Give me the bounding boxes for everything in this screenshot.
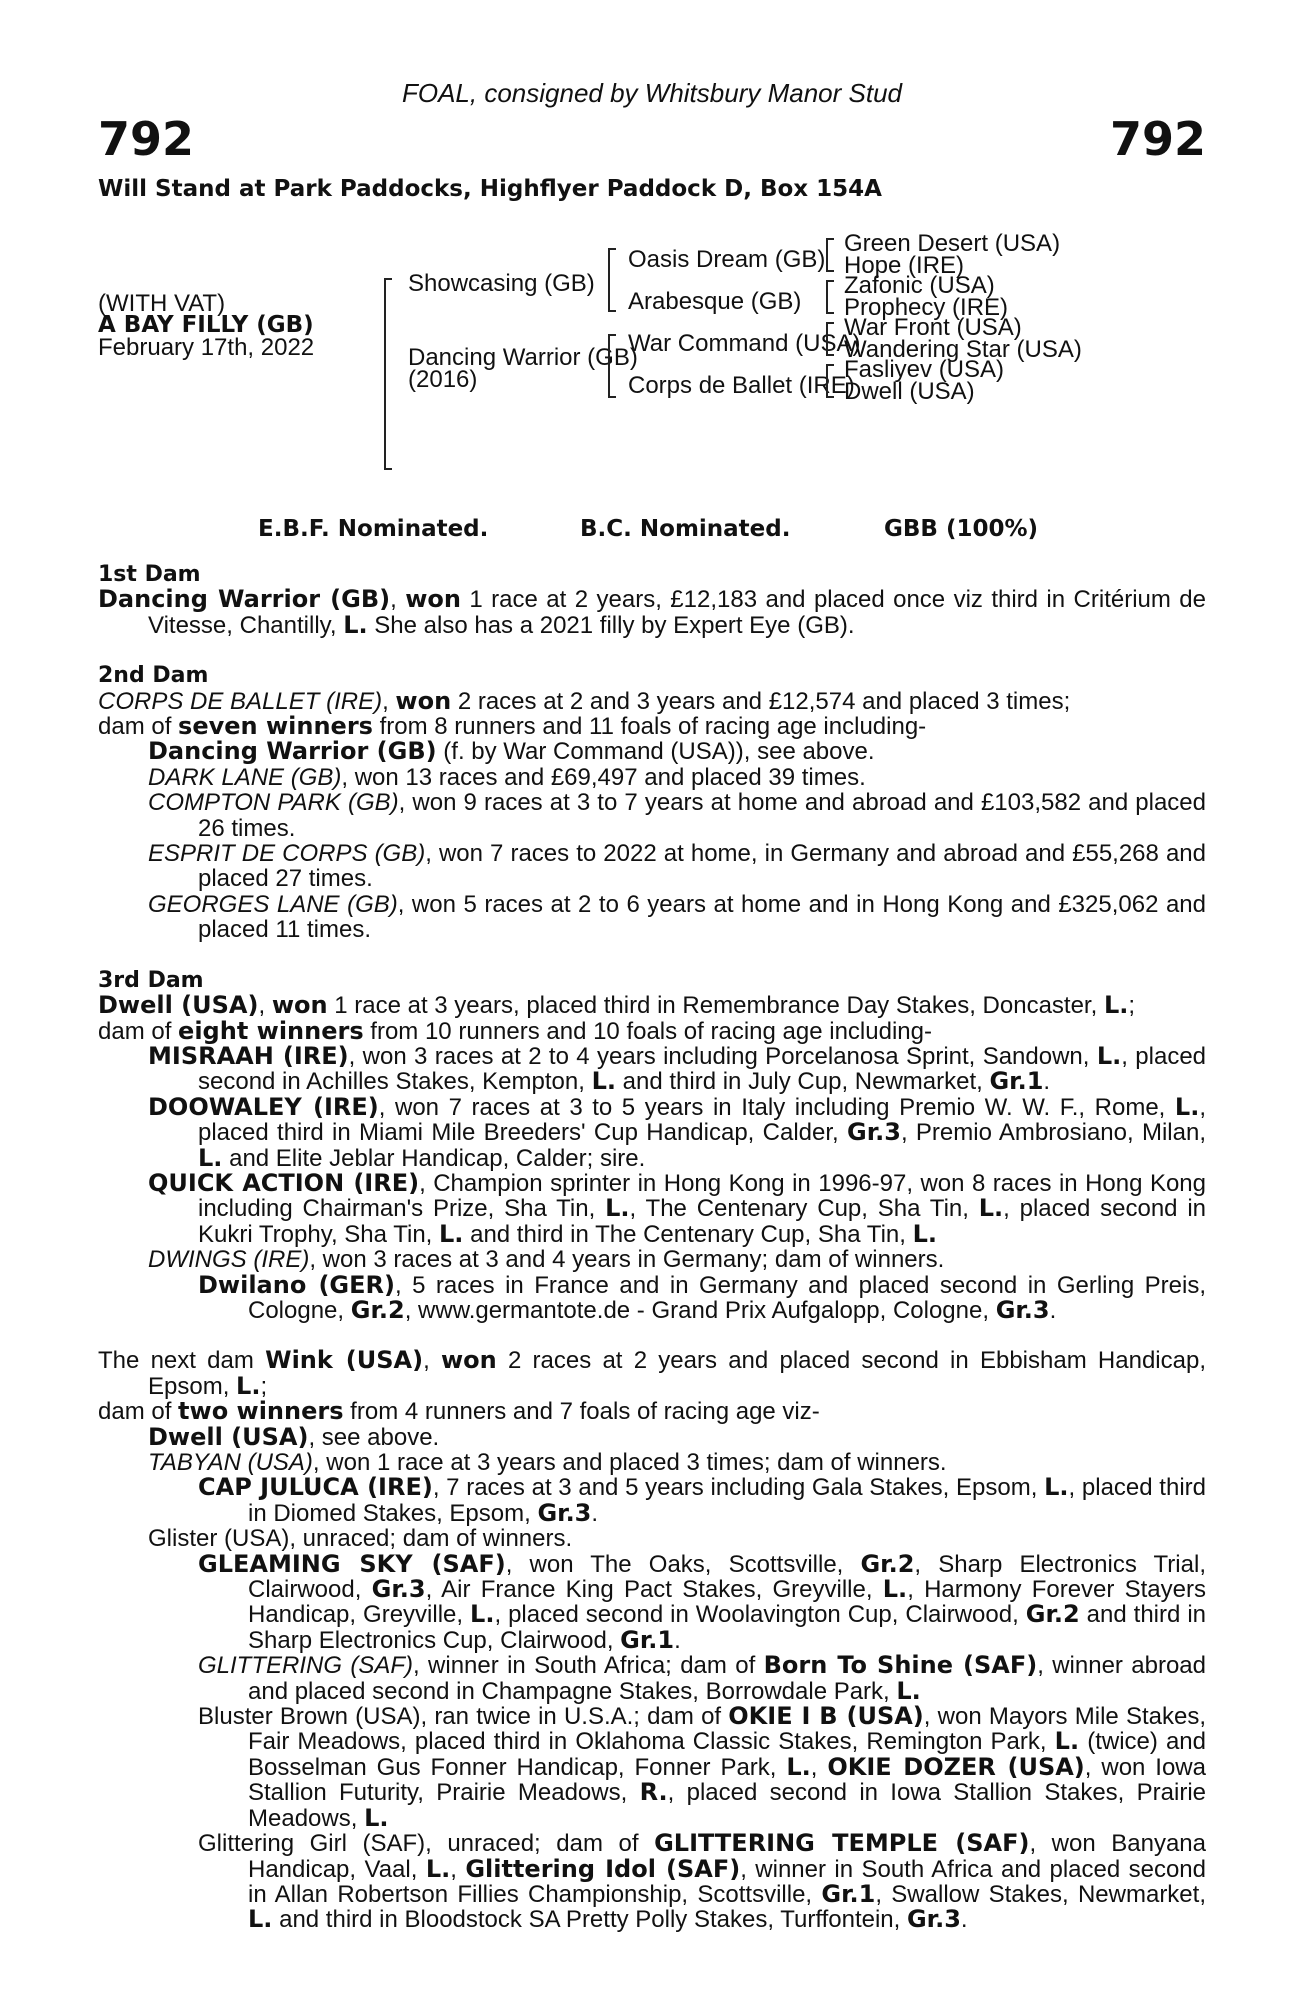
listed-mark: L. [1044,1473,1069,1502]
listed-mark: L. [343,610,368,639]
won-label: won [440,1346,497,1375]
dam-name: Dwell (USA) [98,991,259,1020]
listed-mark: L. [896,1676,921,1705]
punct: , [450,1855,466,1883]
produce-text: , placed third in Miami Mile Breeders' Cup Handicap, Calder, [198,1093,1207,1147]
produce-text: , winner in South Africa and placed second in Allan Robertson Fillies Championship, Scottsville, [248,1855,1206,1908]
produce-entry [98,892,1206,943]
produce-text: , placed second in Achilles Stakes, Kempton, [198,1042,1207,1096]
dam-text: 2 races at 2 years and placed second in Ebbisham Handicap, Epsom, [148,1347,1206,1400]
produce-name: GEORGES LANE (GB) [148,890,398,918]
listed-mark: L. [1054,1727,1080,1756]
granddam-line-3: Zafonic (USA) [844,272,995,299]
produce-text: , Air France King Pact Stakes, Greyville, [425,1576,883,1604]
lot-number-left: 792 [98,112,195,166]
produce-name: GLITTERING (SAF) [198,1652,414,1680]
produce-text: , won 5 races at 2 to 6 years at home and in Hong Kong and £325,062 and placed 11 times. [198,890,1206,944]
dam-of-label: dam of [98,1398,179,1426]
listed-mark: L. [786,1752,811,1781]
dam-name: Dancing Warrior (GB) [98,585,391,614]
dam-text: She also has a 2021 filly by Expert Eye (GB). [367,611,855,639]
produce-text: , won 3 races at 2 to 4 years including Porcelanosa Sprint, Sandown, [348,1042,1097,1070]
listed-mark: L. [236,1371,261,1400]
runners-text: from 8 runners and 11 foals of racing age including- [372,713,927,741]
dam-text: 1 race at 3 years, placed third in Remembrance Day Stakes, Doncaster, [327,992,1104,1020]
punct: . [1043,1068,1051,1096]
granddam-line-6: Wandering Star (USA) [844,336,1082,363]
produce-text: , see above. [308,1423,440,1451]
produce-name: Born To Shine (SAF) [763,1651,1038,1680]
produce-entry [98,1092,1207,1172]
grand-produce-entry [98,1270,1207,1324]
produce-text: , Premio Ambrosiano, Milan, [900,1119,1206,1147]
produce-text: , won 1 race at 3 years and placed 3 times; dam of winners. [312,1449,947,1476]
group-mark: Gr.3 [906,1905,961,1934]
won-label: won [271,991,328,1020]
produce-text: , Harmony Forever Stayers Handicap, Greyville, [248,1576,1206,1629]
sire-dam: Arabesque (GB) [628,288,802,315]
next-dam-paragraph: The next dam Wink (USA), won 2 races at 2 years and placed second in Ebbisham Handicap, Epsom, L.; [98,1346,1206,1400]
granddam-line-8: Dwell (USA) [844,378,975,405]
winners-count: two winners [178,1397,344,1426]
grand-produce-entry [98,1653,1206,1704]
produce-text: , placed second in Woolavington Cup, Clairwood, [494,1601,1026,1629]
produce-entry [98,1526,1206,1551]
brace-g2 [826,280,838,314]
produce-entry [98,1450,1206,1475]
produce-text: , placed second in Kukri Trophy, Sha Tin, [198,1195,1206,1248]
group-mark: Gr.2 [860,1549,915,1578]
produce-entry [98,1041,1207,1096]
produce-name: CAP JULUCA (IRE) [198,1473,433,1502]
punct: ; [1128,992,1136,1020]
punct: ; [260,1372,268,1400]
dam: Dancing Warrior (GB) [408,344,638,371]
produce-entry [98,1422,1206,1451]
punct: . [1049,1296,1057,1324]
grand-produce-entry [98,1704,1206,1831]
produce-text: and third in The Centenary Cup, Sha Tin, [463,1220,913,1248]
produce-text: , won 7 races to 2022 at home, in Germany and abroad and £55,268 and placed 27 times. [198,840,1206,893]
group-mark: Gr.3 [537,1498,592,1527]
consignor-line: FOAL, consigned by Whitsbury Manor Stud [401,78,902,108]
produce-text: , won 9 races at 3 to 7 years at home and abroad and £103,582 and placed 26 times. [198,789,1207,842]
produce-text: , The Centenary Cup, Sha Tin, [629,1195,979,1223]
produce-name: MISRAAH (IRE) [148,1041,349,1070]
produce-name: Dwell (USA) [148,1422,309,1451]
dam-of-label: dam of [98,1017,179,1045]
dam-of-label: dam of [98,713,179,741]
produce-text: , www.germantote.de - Grand Prix Aufgalopp, Cologne, [404,1296,996,1324]
catalogue-page [98,78,1206,1978]
produce-text: , won 13 races and £69,497 and placed 39 times. [341,763,866,791]
group-mark: Gr.3 [371,1575,426,1604]
vat-note: (WITH VAT) [98,290,226,317]
grand-produce-entry [98,1549,1206,1654]
produce-text: and third in Sharp Electronics Cup, Clairwood, [248,1601,1206,1654]
produce-text: , placed second in Iowa Stallion Stakes, Prairie Meadows, [248,1779,1207,1832]
group-mark: Gr.3 [847,1118,901,1147]
produce-name: OKIE I B (USA) [728,1702,924,1731]
produce-summary [98,1399,1206,1424]
bc-nominated: B.C. Nominated. [580,516,791,542]
produce-text: (f. by War Command (USA)), see above. [436,738,875,766]
produce-text: , Sharp Electronics Trial, Clairwood, [248,1550,1206,1604]
group-mark: Gr.1 [620,1625,675,1654]
listed-mark: L. [1174,1092,1200,1121]
grand-produce-entry [98,1475,1206,1526]
dam-dam: Corps de Ballet (IRE) [628,372,855,399]
produce-name: ESPRIT DE CORPS (GB) [148,840,426,868]
listed-mark: L. [591,1067,616,1096]
produce-name: COMPTON PARK (GB) [148,789,399,817]
listed-mark: L. [198,1143,223,1172]
won-label: won [395,686,452,715]
sire: Showcasing (GB) [408,270,595,297]
runners-text: from 4 runners and 7 foals of racing age viz- [343,1398,820,1426]
dam-name: Wink (USA) [265,1346,424,1375]
produce-entry [98,790,1206,841]
next-dam-lead: The next dam [98,1347,266,1375]
second-dam-title: 2nd Dam [98,663,209,689]
lot-number-right: 792 [1109,112,1206,166]
granddam-line-1: Green Desert (USA) [844,230,1061,257]
listed-mark: L. [882,1575,908,1604]
produce-text: , won 7 races at 3 to 5 years in Italy including Premio W. W. F., Rome, [378,1093,1175,1121]
foaling-date: February 17th, 2022 [98,334,315,361]
listed-mark: L. [605,1194,630,1223]
produce-text: , winner abroad and placed second in Champagne Stakes, Borrowdale Park, [248,1652,1207,1705]
produce-name: DOOWALEY (IRE) [148,1092,379,1121]
produce-name: DWINGS (IRE) [148,1246,310,1274]
restricted-mark: R. [639,1778,668,1807]
produce-text: Bluster Brown (USA), ran twice in U.S.A.; dam of [198,1703,729,1731]
produce-summary [98,714,1206,739]
group-mark: Gr.1 [989,1067,1044,1096]
brace-dam [608,334,620,398]
punct: . [960,1906,968,1934]
stand-location: Will Stand at Park Paddocks, Highflyer Paddock D, Box 154A [98,176,882,202]
runners-text: from 10 runners and 10 foals of racing age including- [363,1017,932,1045]
second-dam-paragraph: CORPS DE BALLET (IRE), won 2 races at 2 and 3 years and £12,574 and placed 3 times; [98,686,1071,715]
dam-text: 1 race at 2 years, £12,183 and placed once viz third in Critérium de Vitesse, Chantilly, [148,586,1206,639]
produce-entry [98,765,1206,790]
produce-name: DARK LANE (GB) [148,763,342,791]
listed-mark: L. [912,1219,937,1248]
horse-name: A BAY FILLY (GB) [98,312,314,338]
dam-sire: War Command (USA) [628,330,861,357]
punct: . [674,1626,681,1654]
produce-name: QUICK ACTION (IRE) [148,1168,420,1197]
produce-name: Dancing Warrior (GB) [148,737,437,766]
listed-mark: L. [425,1854,451,1883]
brace-g1 [826,238,838,272]
produce-name: GLEAMING SKY (SAF) [198,1549,506,1578]
first-dam-title: 1st Dam [98,562,201,587]
produce-name: Glittering Idol (SAF) [465,1854,741,1883]
grand-produce-entry [98,1831,1206,1933]
listed-mark: L. [1096,1041,1122,1070]
punct: , [810,1753,828,1781]
group-mark: Gr.2 [350,1295,405,1324]
dam-name: CORPS DE BALLET (IRE) [98,687,383,715]
produce-text: Glittering Girl (SAF), unraced; dam of [198,1830,655,1858]
granddam-line-7: Fasliyev (USA) [844,356,1005,383]
winners-count: seven winners [178,712,373,741]
produce-text: Glister (USA), unraced; dam of winners. [148,1525,573,1553]
won-label: won [405,585,461,614]
listed-mark: L. [364,1803,389,1832]
produce-text: , winner in South Africa; dam of [413,1652,764,1680]
listed-mark: L. [248,1905,273,1934]
winners-count: eight winners [178,1016,364,1045]
pedigree-chart [98,206,1206,506]
produce-text: , Swallow Stakes, Newmarket, [875,1880,1206,1908]
produce-text: and third in Bloodstock SA Pretty Polly Stakes, Turffontein, [272,1906,907,1934]
produce-text: , won Iowa Stallion Futurity, Prairie Meadows, [248,1753,1206,1807]
produce-entry [98,841,1206,892]
produce-text: and Elite Jeblar Handicap, Calder; sire. [222,1144,646,1172]
dam-year: (2016) [408,366,478,393]
produce-summary [98,1016,1206,1045]
granddam-line-2: Hope (IRE) [844,252,965,279]
dam-text: 2 races at 2 and 3 years and £12,574 and placed 3 times; [451,687,1071,715]
listed-mark: L. [439,1219,464,1248]
third-dam-title: 3rd Dam [98,967,204,993]
produce-entry [98,1168,1206,1248]
produce-text: , won The Oaks, Scottsville, [505,1550,861,1578]
produce-entry [98,739,1206,764]
granddam-line-4: Prophecy (IRE) [844,294,1009,321]
produce-text: , 7 races at 3 and 5 years including Gala Stakes, Epsom, [432,1474,1045,1502]
produce-text: and third in July Cup, Newmarket, [615,1068,990,1096]
produce-name: OKIE DOZER (USA) [827,1752,1085,1781]
spacer [98,1323,1206,1348]
group-mark: Gr.2 [1025,1600,1080,1629]
produce-name: GLITTERING TEMPLE (SAF) [654,1829,1030,1858]
group-mark: Gr.3 [995,1295,1050,1324]
produce-text: , Champion sprinter in Hong Kong in 1996-97, won 8 races in Hong Kong including Chairman's Prize, Sha Tin, [198,1169,1206,1223]
third-dam-paragraph: Dwell (USA), won 1 race at 3 years, placed third in Remembrance Day Stakes, Doncaster, L.; [98,991,1136,1020]
produce-text: , 5 races in France and in Germany and placed second in Gerling Preis, Cologne, [248,1271,1207,1324]
first-dam-paragraph: Dancing Warrior (GB), won 1 race at 2 years, £12,183 and placed once viz third in Critérium de Vitesse, Chantilly, L. She also has a 2021 filly by Expert Eye (GB). [98,585,1206,639]
brace-horse [384,278,396,470]
produce-entry [98,1247,1206,1272]
produce-name: TABYAN (USA) [148,1449,313,1476]
group-mark: Gr.1 [821,1879,876,1908]
granddam-line-5: War Front (USA) [844,314,1022,341]
gbb-note: GBB (100%) [884,516,1039,542]
produce-text: , won Banyana Handicap, Vaal, [248,1830,1207,1883]
produce-text: , won 3 races at 3 and 4 years in Germany; dam of winners. [309,1246,945,1274]
listed-mark: L. [1103,991,1129,1020]
produce-name: Dwilano (GER) [198,1270,395,1299]
listed-mark: L. [470,1600,495,1629]
produce-text: (twice) and Bosselman Gus Fonner Handicap, Fonner Park, [248,1728,1207,1781]
produce-text: , won Mayors Mile Stakes, Fair Meadows, placed third in Oklahoma Classic Stakes, Remington Park, [248,1703,1206,1756]
brace-g4 [826,364,838,398]
punct: . [591,1499,599,1527]
ebf-nominated: E.B.F. Nominated. [258,516,489,542]
brace-g3 [826,322,838,356]
sire-sire: Oasis Dream (GB) [628,246,826,273]
listed-mark: L. [978,1194,1004,1223]
produce-text: , placed third in Diomed Stakes, Epsom, [248,1474,1206,1527]
brace-sire [608,248,620,312]
dam-details [98,562,1206,1933]
